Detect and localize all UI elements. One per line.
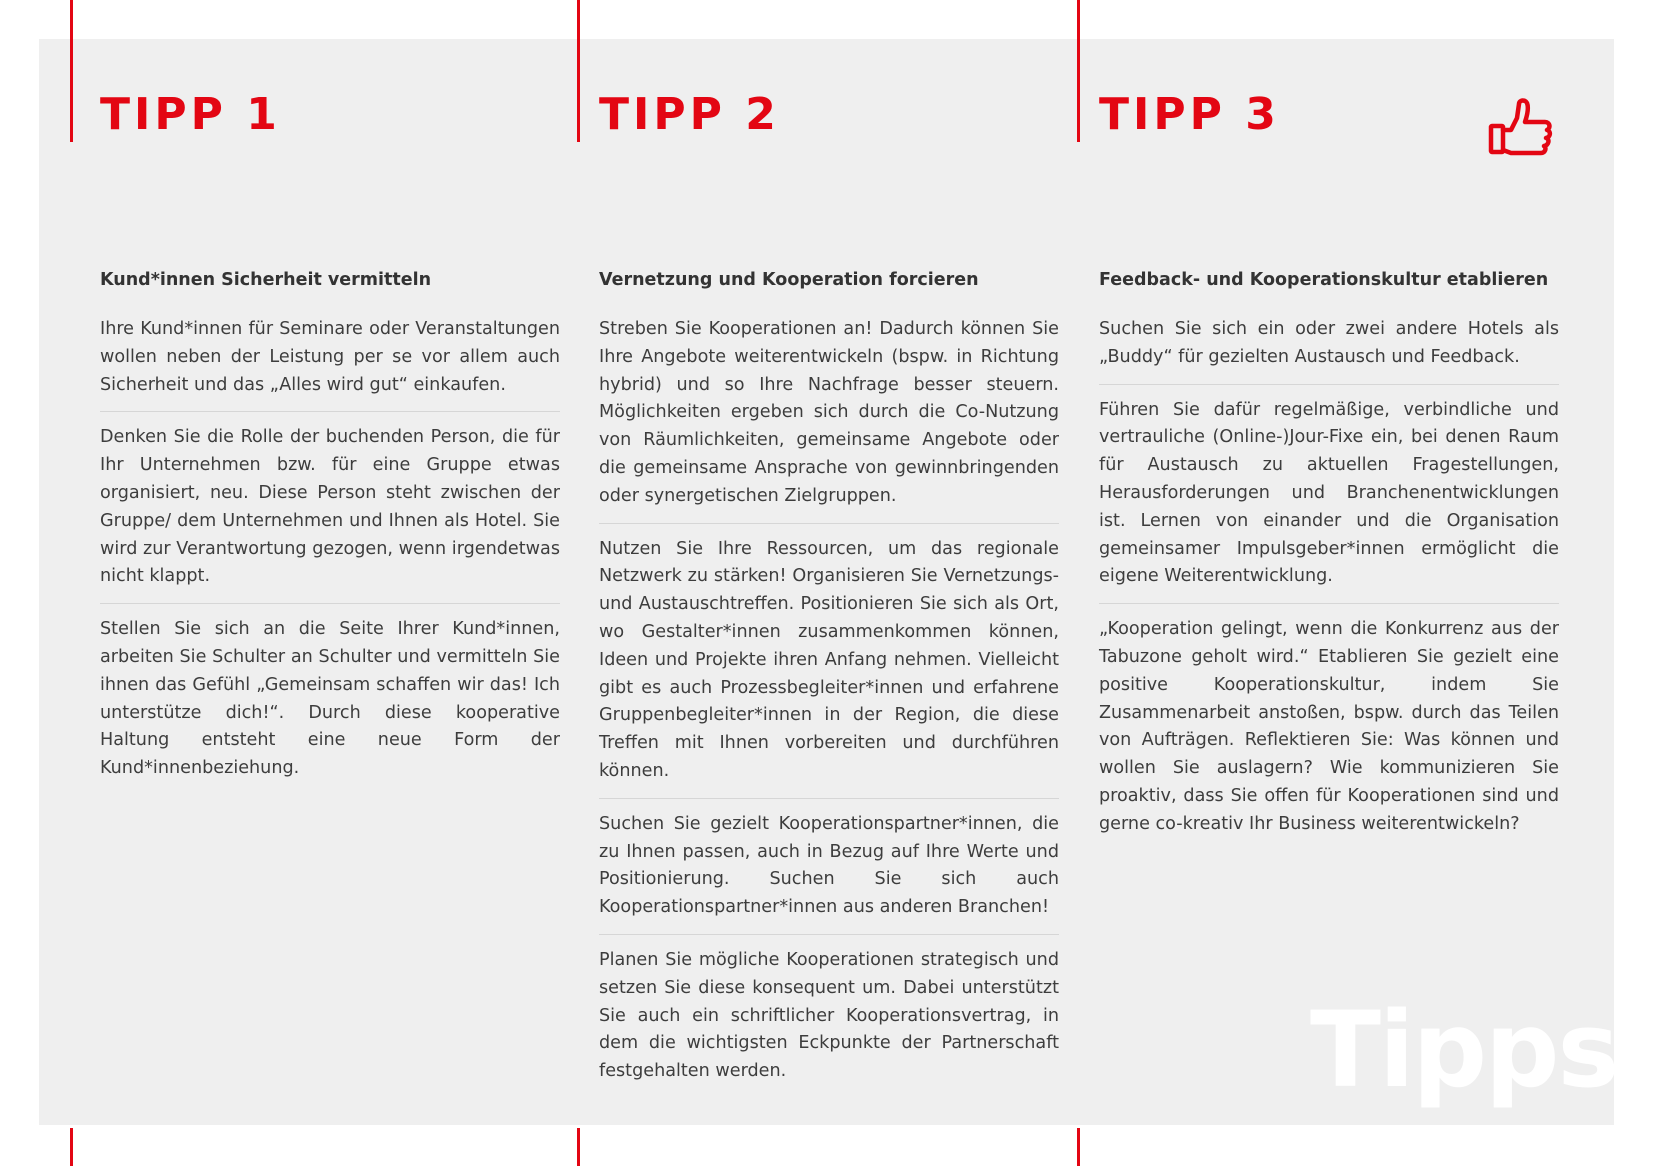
tipp-2-paragraph: Streben Sie Kooperationen an! Dadurch können Sie Ihre Angebote weiterentwickeln (bspw. in Richtung hybrid) und so Ihre Nachfrage besser steuern. Möglichkeiten ergeben sich durch die Co-Nutzung von Räumlichkeiten, gemeinsame Angebote oder die gemeinsame Ansprache von gewinnbringenden oder synergetischen Zielgruppen.: [599, 319, 1059, 506]
accent-line-bottom-3: [1077, 1128, 1080, 1166]
tipp-3-paragraph: Suchen Sie sich ein oder zwei andere Hotels als „Buddy“ für gezielten Austausch und Feedback.: [1099, 319, 1559, 367]
tipp-1-paragraph: Ihre Kund*innen für Seminare oder Veranstaltungen wollen neben der Leistung per se vor allem auch Sicherheit und das „Alles wird gut“ einkaufen.: [100, 319, 560, 395]
tipp-2-paragraph: Planen Sie mögliche Kooperationen strategisch und setzen Sie diese konsequent um. Dabei unterstützt Sie auch ein schriftlicher Kooperationsvertrag, in dem die wichtigsten Eckpunkte der Partnerschaft festgehalten werden.: [599, 934, 1059, 1098]
tipp-2-column: [599, 268, 1059, 1098]
tipp-1-title: TIPP 1: [100, 89, 281, 140]
tipp-2-paragraph: Suchen Sie gezielt Kooperationspartner*innen, die zu Ihnen passen, auch in Bezug auf Ihre Werte und Positionierung. Suchen Sie sich auch Kooperationspartner*innen aus anderen Branchen!: [599, 798, 1059, 934]
tipp-1-paragraph: Denken Sie die Rolle der buchenden Person, die für Ihr Unternehmen bzw. für eine Gruppe etwas organisiert, neu. Diese Person steht zwischen der Gruppe/ dem Unternehmen und Ihnen als Hotel. Sie wird zur Verantwortung gezogen, wenn irgendetwas nicht klappt.: [100, 411, 560, 603]
tipp-3-subtitle: Feedback- und Kooperationskultur etablieren: [1099, 270, 1549, 290]
tipp-2-subtitle: Vernetzung und Kooperation forcieren: [599, 270, 979, 290]
tipp-3-column: [1099, 268, 1559, 851]
tipp-3-paragraph: Führen Sie dafür regelmäßige, verbindliche und vertrauliche (Online-)Jour-Fixe ein, bei denen Raum für Austausch zu aktuellen Fragestellungen, Herausforderungen und Branchenentwicklungen ist. Lernen von einander und die Organisation gemeinsamer Impulsgeber*innen ermöglicht die eigene Weiterentwicklung.: [1099, 384, 1559, 604]
tipp-1-paragraph: Stellen Sie sich an die Seite Ihrer Kund*innen, arbeiten Sie Schulter an Schulter und vermitteln Sie ihnen das Gefühl „Gemeinsam schaffen wir das! Ich unterstütze dich!“. Durch diese kooperative Haltung entsteht eine neue Form der Kund*innenbeziehung.: [100, 603, 560, 795]
tipp-2-paragraph: Nutzen Sie Ihre Ressourcen, um das regionale Netzwerk zu stärken! Organisieren Sie Vernetzungs- und Austauschtreffen. Positionieren Sie sich als Ort, wo Gestalter*innen zusammenkommen können, Ideen und Projekte ihren Anfang nehmen. Vielleicht gibt es auch Prozessbegleiter*innen und erfahrene Gruppenbegleiter*innen in der Region, die diese Treffen mit Ihnen vorbereiten und durchführen können.: [599, 523, 1059, 798]
accent-line-top-2: [577, 0, 580, 142]
tipp-1-subtitle: Kund*innen Sicherheit vermitteln: [100, 270, 432, 290]
accent-line-top-3: [1077, 0, 1080, 142]
accent-line-bottom-1: [70, 1128, 73, 1166]
tipp-3-paragraph: „Kooperation gelingt, wenn die Konkurrenz aus der Tabuzone geholt wird.“ Etablieren Sie gezielt eine positive Kooperationskultur, indem Sie Zusammenarbeit anstoßen, bspw. durch das Teilen von Aufträgen. Reflektieren Sie: Was können und wollen Sie auslagern? Wie kommunizieren Sie proaktiv, dass Sie offen für Kooperationen sind und gerne co-kreativ Ihr Business weiterentwickeln?: [1099, 603, 1559, 850]
tipp-3-title: TIPP 3: [1099, 89, 1280, 140]
thumbs-up-icon: [1487, 94, 1557, 164]
tipps-watermark: Tipps: [1310, 989, 1618, 1111]
accent-line-bottom-2: [577, 1128, 580, 1166]
accent-line-top-1: [70, 0, 73, 142]
tipp-1-column: [100, 268, 560, 795]
tipp-2-title: TIPP 2: [599, 89, 780, 140]
